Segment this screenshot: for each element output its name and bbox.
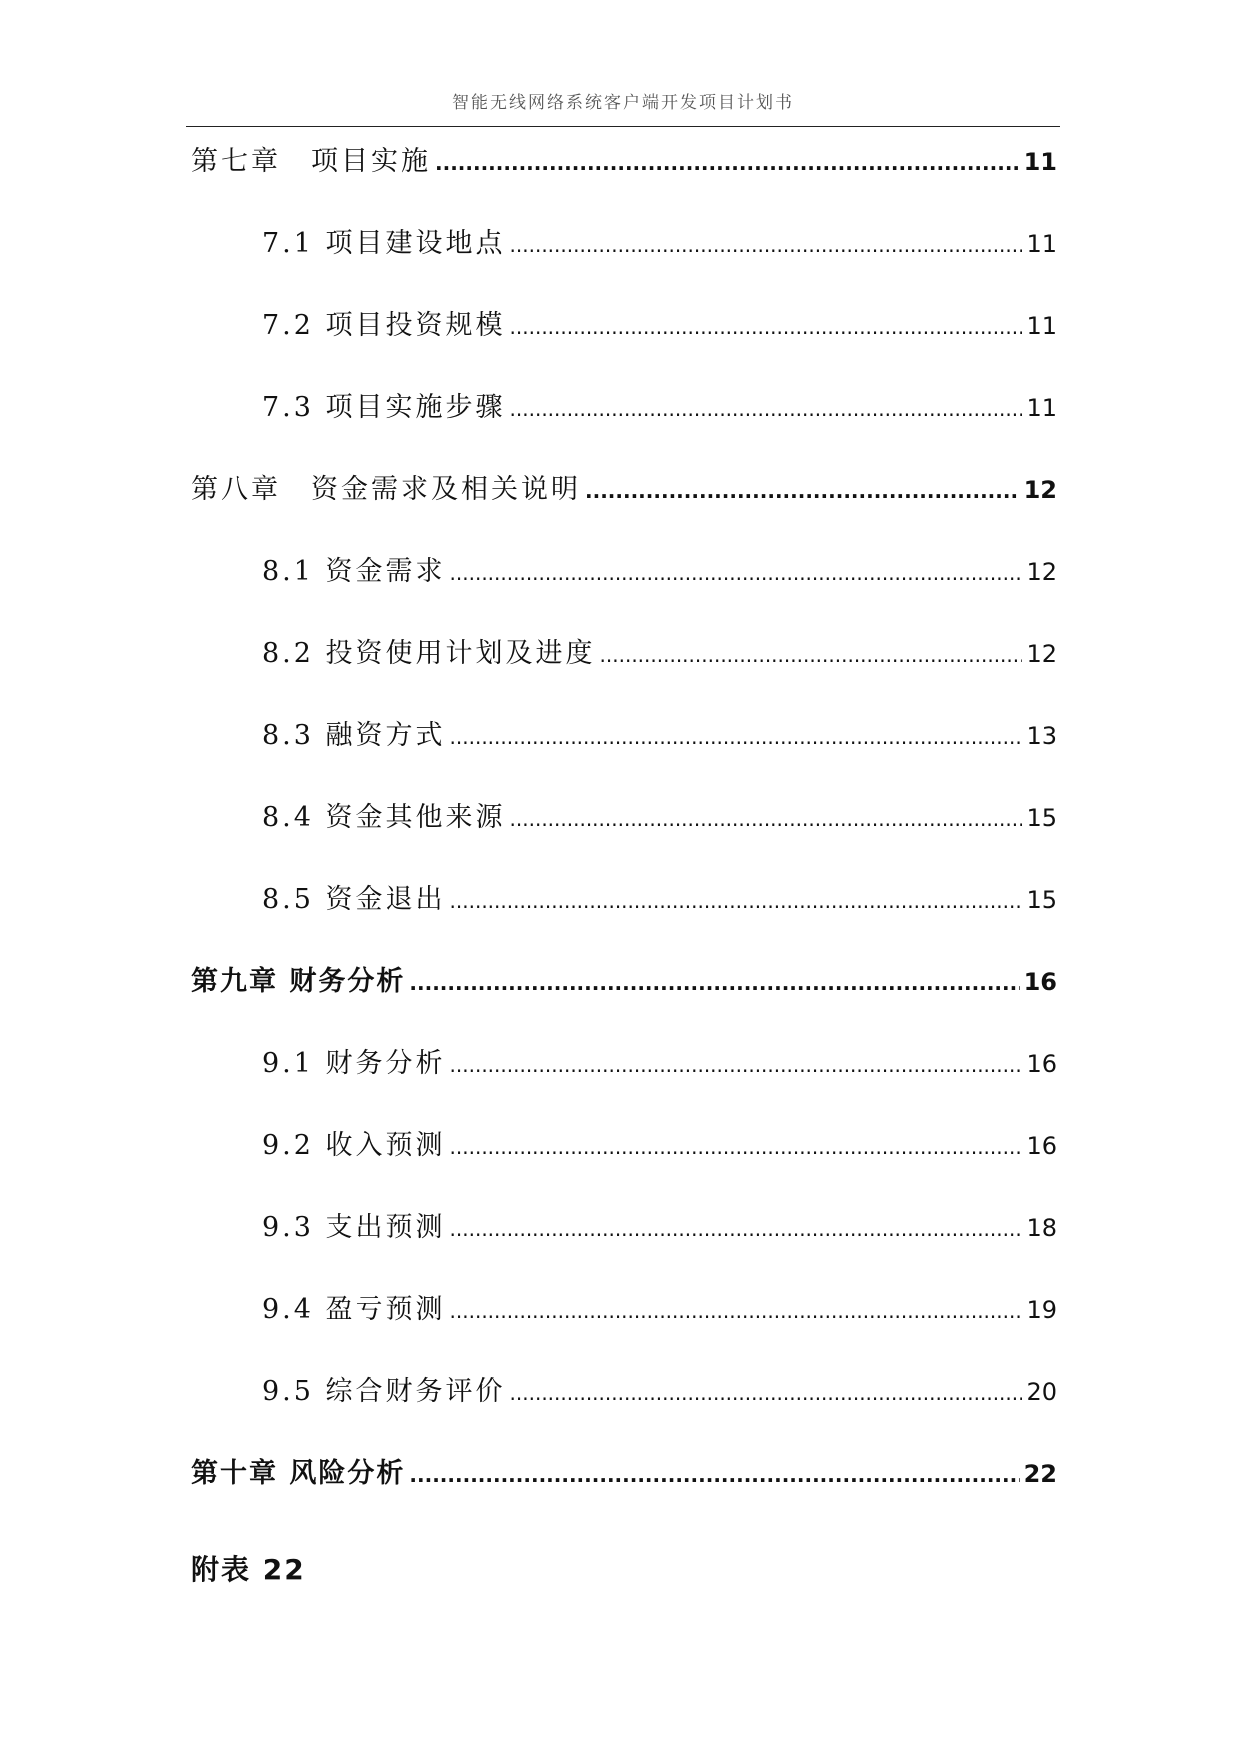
toc-entry-page: 12 — [1026, 640, 1057, 668]
toc-entry-page: 16 — [1026, 1050, 1057, 1078]
toc-entry-label: 第七章 项目实施 — [191, 146, 431, 177]
toc-entry-label: 9.3 支出预测 — [262, 1212, 446, 1243]
toc-entry-8-4[interactable] — [262, 798, 1057, 838]
dot-leader — [450, 1291, 1023, 1330]
toc-entry-9-3[interactable] — [262, 1208, 1057, 1248]
toc-entry-chapter-8[interactable] — [191, 470, 1057, 510]
toc-entry-chapter-9[interactable] — [191, 962, 1057, 1002]
toc-entry-page: 11 — [1023, 148, 1057, 176]
dot-leader — [450, 1209, 1023, 1248]
toc-entry-9-2[interactable] — [262, 1126, 1057, 1166]
toc-entry-label: 8.4 资金其他来源 — [262, 802, 506, 833]
dot-leader — [510, 799, 1023, 838]
dot-leader — [409, 1455, 1019, 1494]
dot-leader — [510, 307, 1023, 346]
toc-entry-label: 8.5 资金退出 — [262, 884, 446, 915]
toc-entry-page: 19 — [1026, 1296, 1057, 1324]
dot-leader — [510, 389, 1023, 428]
header-divider — [186, 126, 1060, 127]
dot-leader — [450, 553, 1023, 592]
dot-leader — [450, 1127, 1023, 1166]
toc-entry-label: 9.1 财务分析 — [262, 1048, 446, 1079]
toc-entry-label: 7.3 项目实施步骤 — [262, 392, 506, 423]
toc-entry-9-4[interactable] — [262, 1290, 1057, 1330]
toc-entry-page: 11 — [1026, 230, 1057, 258]
toc-entry-label: 7.1 项目建设地点 — [262, 228, 506, 259]
toc-entry-label: 8.2 投资使用计划及进度 — [262, 638, 596, 669]
toc-entry-7-3[interactable] — [262, 388, 1057, 428]
dot-leader — [585, 471, 1020, 510]
toc-entry-8-2[interactable] — [262, 634, 1057, 674]
toc-entry-page: 15 — [1026, 804, 1057, 832]
toc-entry-7-2[interactable] — [262, 306, 1057, 346]
toc-entry-page: 18 — [1026, 1214, 1057, 1242]
toc-entry-label: 7.2 项目投资规模 — [262, 310, 506, 341]
dot-leader — [450, 1045, 1023, 1084]
toc-entry-page: 12 — [1023, 476, 1057, 504]
toc-entry-page: 11 — [1026, 394, 1057, 422]
toc-entry-appendix[interactable]: 附表 22 — [191, 1553, 306, 1586]
dot-leader — [435, 143, 1020, 182]
toc-entry-label: 第九章 财务分析 — [191, 966, 406, 997]
toc-entry-label: 第八章 资金需求及相关说明 — [191, 474, 581, 505]
toc-entry-page: 15 — [1026, 886, 1057, 914]
toc-entry-label: 9.4 盈亏预测 — [262, 1294, 446, 1325]
dot-leader — [510, 1373, 1023, 1412]
dot-leader — [409, 963, 1019, 1002]
toc-entry-chapter-10[interactable] — [191, 1454, 1057, 1494]
toc-entry-label: 第十章 风险分析 — [191, 1458, 406, 1489]
toc-entry-9-1[interactable] — [262, 1044, 1057, 1084]
running-header: 智能无线网络系统客户端开发项目计划书 — [452, 93, 794, 113]
toc-entry-page: 16 — [1023, 968, 1057, 996]
toc-entry-9-5[interactable] — [262, 1372, 1057, 1412]
toc-entry-label: 9.5 综合财务评价 — [262, 1376, 506, 1407]
dot-leader — [510, 225, 1023, 264]
toc-entry-page: 20 — [1026, 1378, 1057, 1406]
toc-entry-page: 22 — [1023, 1460, 1057, 1488]
toc-entry-7-1[interactable] — [262, 224, 1057, 264]
toc-entry-label: 8.3 融资方式 — [262, 720, 446, 751]
toc-entry-label: 9.2 收入预测 — [262, 1130, 446, 1161]
toc-entry-8-1[interactable] — [262, 552, 1057, 592]
toc-entry-page: 12 — [1026, 558, 1057, 586]
dot-leader — [450, 717, 1023, 756]
toc-entry-page: 11 — [1026, 312, 1057, 340]
toc-entry-8-5[interactable] — [262, 880, 1057, 920]
toc-entry-label: 8.1 资金需求 — [262, 556, 446, 587]
dot-leader — [450, 881, 1023, 920]
dot-leader — [600, 635, 1023, 674]
toc-entry-page: 16 — [1026, 1132, 1057, 1160]
toc-entry-chapter-7[interactable] — [191, 142, 1057, 182]
toc-entry-page: 13 — [1026, 722, 1057, 750]
toc-entry-8-3[interactable] — [262, 716, 1057, 756]
